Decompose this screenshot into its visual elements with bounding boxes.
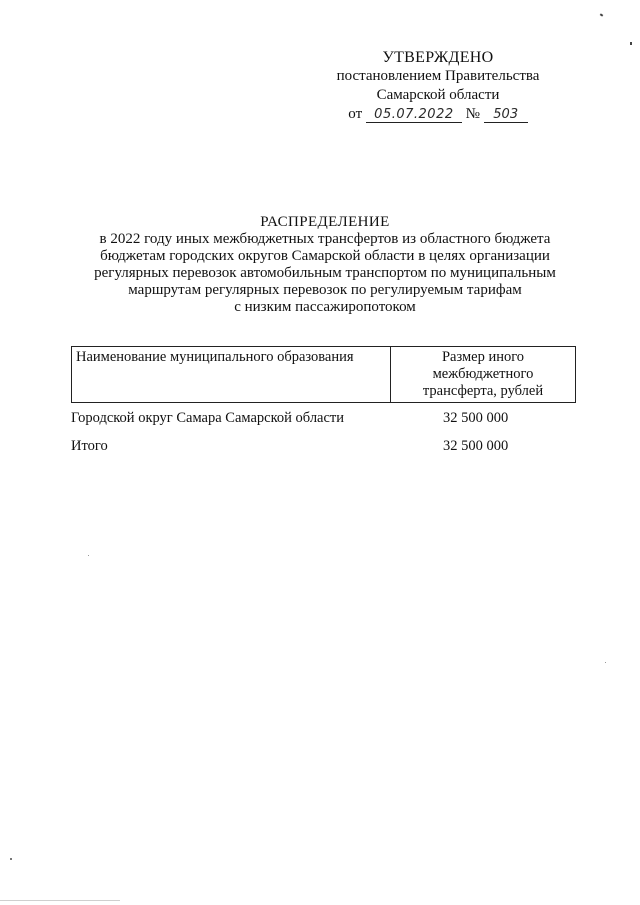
title-line-5: с низким пассажиропотоком — [234, 299, 416, 315]
total-amount: 32 500 000 — [443, 438, 509, 454]
scan-speck — [88, 555, 89, 556]
handwritten-number: 503 — [484, 108, 528, 123]
approval-heading: УТВЕРЖДЕНО — [382, 49, 494, 66]
distribution-table-header — [71, 346, 576, 403]
number-prefix: № — [465, 106, 480, 122]
title-line-2: бюджетам городских округов Самарской области в целях организации — [100, 248, 550, 264]
row-municipality-name: Городской округ Самара Самарской области — [71, 410, 345, 426]
handwritten-date: 05.07.2022 — [366, 108, 462, 123]
title-line-4: маршрутам регулярных перевозок по регулируемым тарифам — [128, 282, 522, 298]
header-name-cell: Наименование муниципального образования — [72, 347, 391, 403]
document-heading: РАСПРЕДЕЛЕНИЕ — [260, 214, 390, 230]
scan-speck — [600, 13, 604, 16]
scan-edge-line — [0, 900, 120, 901]
header-amount-cell — [391, 347, 576, 403]
approval-block — [318, 48, 558, 124]
header-amount-line-2: межбюджетного — [432, 366, 534, 382]
table-header-row — [72, 347, 576, 403]
approval-line-1: постановлением Правительства — [336, 68, 540, 84]
approval-date-line — [318, 105, 558, 124]
header-amount-line-1: Размер иного — [441, 349, 525, 365]
document-title-block — [60, 214, 590, 316]
total-label: Итого — [71, 438, 108, 454]
header-amount-line-3: трансферта, рублей — [422, 383, 544, 399]
title-line-1: в 2022 году иных межбюджетных трансфертов из областного бюджета — [99, 231, 551, 247]
row-amount: 32 500 000 — [443, 410, 509, 426]
date-prefix: от — [348, 106, 363, 122]
scan-speck — [10, 858, 12, 860]
scan-speck — [605, 662, 606, 663]
approval-line-2: Самарской области — [376, 87, 500, 103]
title-line-3: регулярных перевозок автомобильным транспортом по муниципальным — [94, 265, 556, 281]
scan-speck — [630, 42, 632, 45]
